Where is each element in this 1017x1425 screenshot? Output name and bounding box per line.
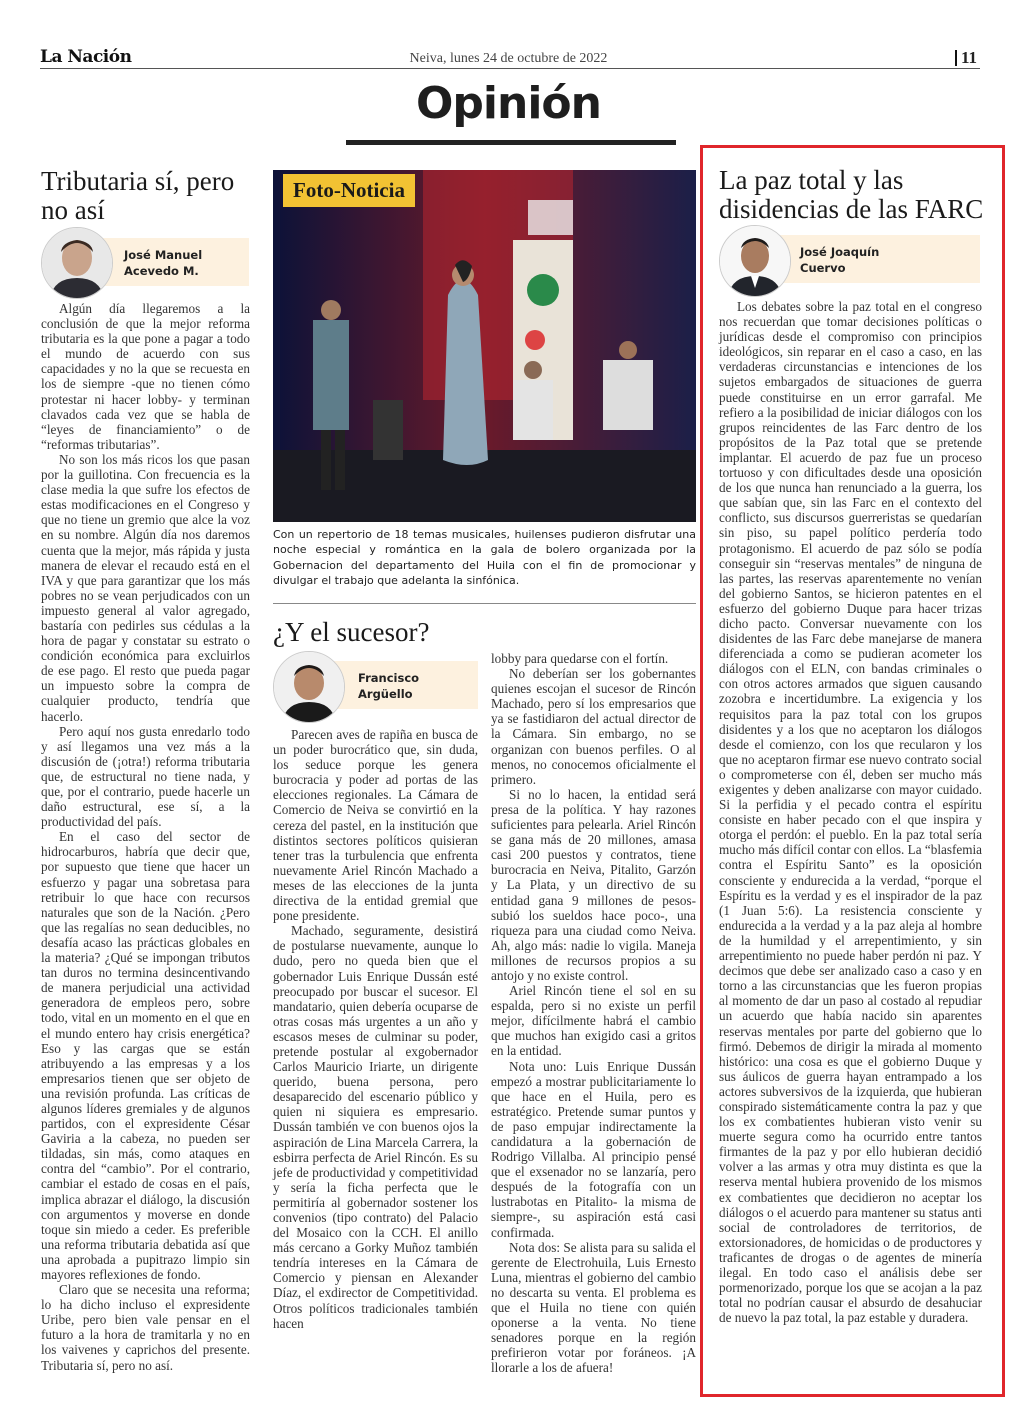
paragraph: Nota dos: Se alista para su salida el gerente de Electrohuila, Luis Ernesto Luna, mientras el gobierno del cambio no descarta su venta. El problema es que el Huila no tiene con quién oponerse a la venta. No tiene senadores porque en la región prefirieron votar por foráneos. ¡A llorarle a los de afuera! <box>491 1239 696 1376</box>
article3-title: La paz total y las disidencias de las FARC <box>719 165 984 224</box>
paragraph: En el caso del sector de hidrocarburos, habría que decir que, por supuesto que tiene que hacer un esfuerzo y pagar una sobretasa para retribuir lo que hace con recursos naturales que son de la Nación. ¿Pero que las regalías no sean deducibles, no desafía acaso las prácticas globales en la materia? ¿Qué se impongan tributos tan duros no termina desincentivando de manera perjudicial una actividad generadora de empleos pero, sobre todo, vital en un momento en el que en el mundo entero hay crisis energética? Eso y las cargas que se están atribuyendo a las empresas y a los empresarios tienen que ser objeto de una revisión profunda. Las críticas de algunos líderes gremiales y de algunos partidos, con el expresidente César Gaviria a la cabeza, no pueden ser tildadas, sin más, como ataques en contra del “cambio”. Por el contrario, cambiar el estado de cosas en el país, implica abrazar el diálogo, la discusión con argumentos y moverse en donde toque sin miedo a ceder. Es preferible una reforma tributaria debatida así que una aprobada a pupitrazo limpio sin mayores reflexiones de fondo. <box>41 829 250 1282</box>
article3-author: José Joaquín Cuervo <box>800 245 880 275</box>
author-avatar <box>41 227 113 299</box>
page-number: 11 <box>955 50 977 66</box>
paragraph: Los debates sobre la paz total en el congreso nos recuerdan que tomar decisiones políticas o jurídicas desde el compromiso con principios ideológicos, sin reparar en el caso a caso, en las verdaderas circunstancias e intenciones de los sujetos embargados de situaciones de guerra puede constituirse en un error garrafal. Me refiero a la posibilidad de iniciar diálogos con los grupos reincidentes de las Farc dentro de los propósitos de la Paz total que se pretende implantar. El acuerdo de paz fue un proceso tortuoso y con dificultades desde una oposición de los que nunca han renunciado a la guerra, los que sabían que, sin las Farc en el contexto del conflicto, sus discursos guerreristas se quedarían sin piso, su papel político perdería todo protagonismo. El acuerdo de paz sólo se podía conseguir sin “reservas mentales” de ninguna de las partes, las reservas aparentemente no venían del gobierno Santos, se hicieron patentes en el esfuerzo del gobierno Duque para hacer trizas dicho pacto. Conversar nuevamente con los disidentes de las Farc debe manejarse de manera diferenciada a como se pudieran acometer los diálogos con el ELN, con bandas criminales o con otros actores armados que siguen causando zozobra e incertidumbre. La exigencia y los requisitos para la paz total con los grupos disidentes y a los que no aceptaron los diálogos desde el comienzo, con los que recularon y los que no aceptaron firmar ese nuevo contrato social o comprometerse con él, deben ser mucho más exigentes y deben analizarse con mayor cuidado. Si la perfidia y el pecado contra el espíritu consiste en haber pecado con el que inspira y otorga el perdón: el pueblo. En la paz total sería mucho más difícil contar con ellos. La “blasfemia contra el Espíritu Santo” es la oposición consciente y endurecida a la verdad, “porque el Espíritu es la verdad y es el inspirador de la paz (1 Juan 5:6). La resistencia consciente y endurecida a la verdad y a la paz aleja al hombre de la humildad y el arrepentimiento, y sin arrepentimiento no puede haber perdón ni paz. Y decimos que debe ser analizado caso a caso y en torno a las circunstancias que les fueron propias al momento de dar un paso al costado al repudiar un acuerdo que había nacido sin aparentes reservas mentales por parte del gobierno que lo firmó. Debemos de dirigir la mirada al momento histórico: una cosa es que el gobierno Duque y sus áulicos de guerra hayan entrampado a los actores subversivos de la izquierda, que hubieran conspirado sistemáticamente contra la paz y que los ex combatientes hubieran visto venir su muerte segura como ha ocurrido entre tantos firmantes de la paz y por ello hubieran decidió volver a las armas y otra muy distinta es que la reserva mental hubiera provenido de los mismos ex combatientes que decidieron no aceptar los diálogos o el acuerdo para mantener su status anti social de controladores de territorios, de extorsionadores, de homicidas o de productores y traficantes de drogas o de agentes de minería ilegal. En todo caso el análisis debe ser pormenorizado, porque los que se acojan a la paz total no podrían causar el absurdo de desahuciar de nuevo la paz total, la paz estable y duradera. <box>719 299 982 1326</box>
paragraph: Ariel Rincón tiene el sol en su espalda, pero si no existe un perfil mejor, difícilmente habrá el cambio que muchos han exigido casi a gritos en la entidad. <box>491 983 696 1059</box>
caption-divider <box>273 603 696 604</box>
article2-title: ¿Y el sucesor? <box>273 617 430 647</box>
photo-news-tag: Foto-Noticia <box>283 174 415 207</box>
dateline: Neiva, lunes 24 de octubre de 2022 <box>409 51 608 66</box>
article2-column-2 <box>491 651 696 1376</box>
article1-author: José Manuel Acevedo M. <box>124 248 203 278</box>
paragraph: Parecen aves de rapiña en busca de un poder burocrático que, sin duda, los seduce porque les genera burocracia y poder ad portas de las elecciones regionales. La Cámara de Comercio de Neiva se convirtió en la cereza del pastel, en la institución que distintos sectores políticos quisieran tener tras la turbulencia que enfrenta nuevamente Ariel Rincón Machado a meses de las elecciones de la junta directiva de la entidad gremial que pone presidente. <box>273 727 478 924</box>
article1-body <box>41 301 250 1373</box>
paragraph: Machado, seguramente, desistirá de postularse nuevamente, aunque lo dudo, pero no queda bien que el gobernador Luis Enrique Dussán esté preocupado por buscar el sucesor. El mandatario, quien debería ocuparse de otras cosas más urgentes a un año y escasos meses de culminar su poder, pretende postular al exgobernador Carlos Mauricio Iriarte, un dirigente querido, buena persona, pero desaparecido del escenario público y quien ni siquiera es empresario. Dussán también ve con buenos ojos la aspiración de Lina Marcela Carrera, la esbirra perfecta de Ariel Rincón. Es su jefe de productividad y competitividad y sería la ficha perfecta que le permitiría al gobernador sostener los convenios (tipo contrato) del Palacio del Mosaico con la CCH. El anillo más cercano a Gorky Muñoz también tendría intereses en la Cámara de Comercio y piensan en Alexander Díaz, el exdirector de Competitividad. Otros políticos tradicionales también hacen <box>273 923 478 1331</box>
article3-byline <box>772 235 980 283</box>
concert-photo <box>273 170 696 522</box>
author-avatar <box>273 651 345 723</box>
paragraph: Claro que se necesita una reforma; lo ha dicho incluso el expresidente Uribe, pero bien vale pensar en el futuro a la hora de tramitarla y no en los vaivenes y caprichos del presente. Tributaria sí, pero no así. <box>41 1282 250 1373</box>
paragraph: Nota uno: Luis Enrique Dussán empezó a mostrar publicitariamente lo que hace en el Huila, pero es estratégico. Pretende sumar puntos y de paso empujar indirectamente la candidatura a la gobernación de Rodrigo Villalba. Al principio pensé que el exsenador no se lanzaría, pero después de la fotografía con un lustrabotas en Pitalito- la misma de siempre-, su aspiración está casi confirmada. <box>491 1058 696 1240</box>
article2-column-1 <box>273 727 478 1331</box>
paragraph: No deberían ser los gobernantes quienes escojan el sucesor de Rincón Machado, pero sí los empresarios que ya se fastidiaron del actual director de la Cámara. Sin embargo, no se organizan con buenos perfiles. O al menos, no conocemos oficialmente el primero. <box>491 666 696 787</box>
article1-byline <box>94 238 249 286</box>
article2-byline <box>327 661 478 709</box>
article2-author: Francisco Argüello <box>358 671 420 701</box>
article1-title: Tributaria sí, pero no así <box>41 166 235 225</box>
section-underline <box>346 140 676 145</box>
paragraph: lobby para quedarse con el fortín. <box>491 651 669 666</box>
newspaper-logo: La Nación <box>40 47 132 67</box>
paragraph: No son los más ricos los que pasan por la guillotina. Con frecuencia es la clase media la que sufre los efectos de estas modificaciones en el Congreso y que no tiene un gremio que alce la voz en su nombre. Algún día nos daremos cuenta que la mejor, más rápida y justa manera de elevar el recaudo está en el IVA y que para garantizar que los más pobres no se vean perjudicados con un impuesto general al valor agregado, bastaría con pedirles sus cédulas a la hora de pagar y constatar su estrato o condición económica para excluirlos de ese pago. El resto que pueda pagar un impuesto sobre la compra de cualquier producto, tendría que hacerlo. <box>41 451 250 724</box>
author-avatar <box>719 225 791 297</box>
header-rule <box>40 68 980 69</box>
section-title: Opinión <box>416 78 601 129</box>
paragraph: Si no lo hacen, la entidad será presa de la política. Y hay razones suficientes para pelearla. Ariel Rincón se gana más de 20 millones, amasa casi 200 puestos y contratos, tiene burocracia en Neiva, Pitalito, Garzón y La Plata, y un directivo de su entidad gana 9 millones de pesos- subió los sueldos hace poco-, una riqueza para una ciudad como Neiva. Ah, algo más: nadie lo vigila. Maneja millones de recursos propios a su antojo y no existe control. <box>491 786 696 983</box>
paragraph: Algún día llegaremos a la conclusión de que la mejor reforma tributaria es la que pone a pagar a todo el mundo de acuerdo con sus capacidades y no la que se recuesta en los de siempre -que no tienen cómo protestar ni hacer lobby- y terminan clavados cada vez que se habla de “leyes de financiamiento” o de “reformas tributarias”. <box>41 301 250 452</box>
paragraph: Pero aquí nos gusta enredarlo todo y así llegamos una vez más a la discusión de (¡otra!) reforma tributaria que, de estructural no tiene nada, y que, por el contrario, puede hacerle un daño estructural, ese sí, a la productividad del país. <box>41 723 250 830</box>
photo-caption: Con un repertorio de 18 temas musicales, huilenses pudieron disfrutar una noche especial y romántica en la gala de bolero organizada por la Gobernacion del departamento del Huila con el fin de promocionar y divulgar el trabajo que adelanta la sinfónica. <box>273 528 696 587</box>
article3-body <box>719 299 982 1325</box>
